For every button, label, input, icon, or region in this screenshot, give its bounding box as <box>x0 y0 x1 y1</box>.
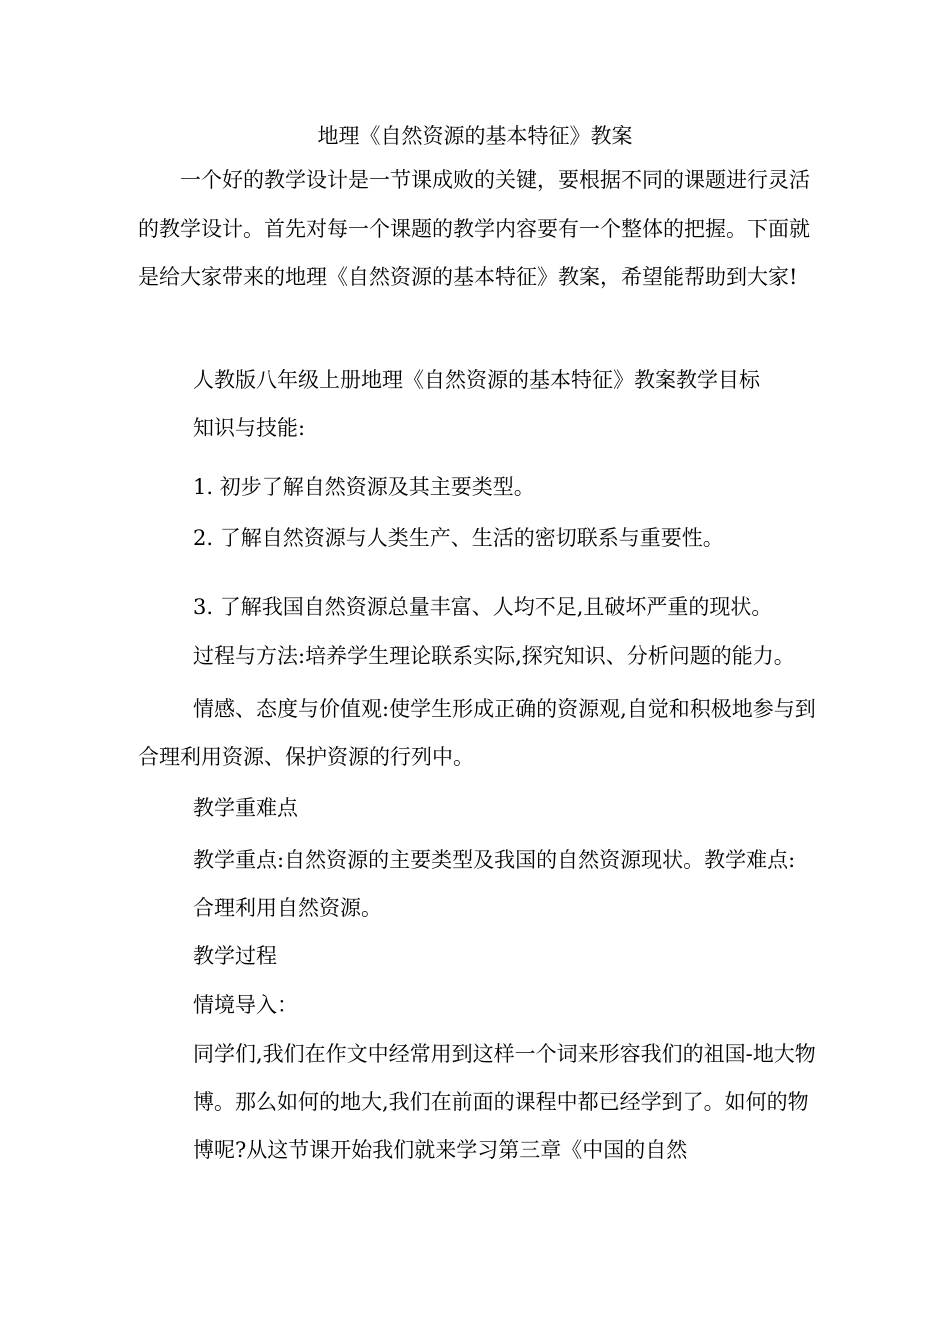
emotion-paragraph: 情感、态度与价值观:使学生形成正确的资源观,自觉和积极地参与到合理利用资源、保护资源的行列中。 <box>138 697 816 769</box>
document-title: 地理《自然资源的基本特征》教案 <box>317 124 633 148</box>
knowledge-heading: 知识与技能: <box>193 416 306 440</box>
key-points-paragraph: 教学重点:自然资源的主要类型及我国的自然资源现状。教学难点:合理利用自然资源。 <box>193 848 796 920</box>
objectives-heading: 人教版八年级上册地理《自然资源的基本特征》教案教学目标 <box>193 368 760 392</box>
intro-paragraph: 一个好的教学设计是一节课成败的关键，要根据不同的课题进行灵活的教学设计。首先对每一个课题的教学内容要有一个整体的把握。下面就是给大家带来的地理《自然资源的基本特征》教案，希望能帮助到大家! <box>138 168 810 289</box>
objective-item-1: 1. 初步了解自然资源及其主要类型。 <box>193 475 535 499</box>
situation-paragraph: 同学们,我们在作文中经常用到这样一个词来形容我们的祖国-地大物博。那么如何的地大,我们在前面的课程中都已经学到了。如何的物博呢?从这节课开始我们就来学习第三章《中国的自然 <box>193 1042 816 1162</box>
situation-intro-heading: 情境导入： <box>193 993 298 1017</box>
objective-item-3: 3. 了解我国自然资源总量丰富、人均不足,且破坏严重的现状。 <box>193 595 773 619</box>
key-difficult-heading: 教学重难点 <box>193 796 298 820</box>
objective-item-2: 2. 了解自然资源与人类生产、生活的密切联系与重要性。 <box>193 526 724 550</box>
process-method-line: 过程与方法:培养学生理论联系实际,探究知识、分析问题的能力。 <box>193 644 795 668</box>
teaching-process-heading: 教学过程 <box>193 944 277 968</box>
